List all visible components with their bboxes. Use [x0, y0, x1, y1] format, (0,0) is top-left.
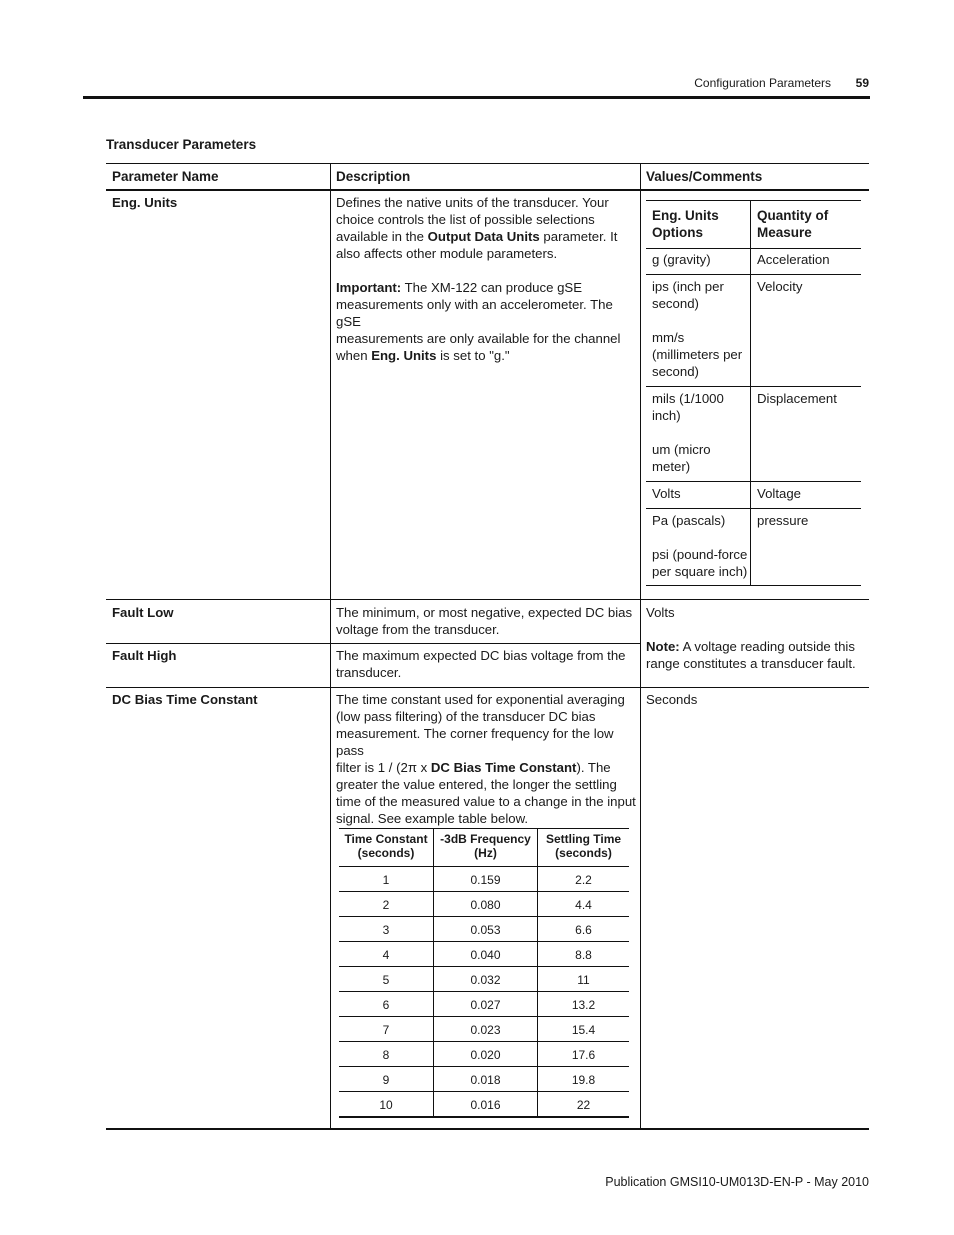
param-name-fault-high: Fault High [112, 648, 177, 663]
row-rule [339, 991, 629, 992]
tc-cell-frequency: 0.027 [470, 998, 501, 1012]
tc-cell-settling: 8.8 [575, 948, 592, 962]
units-head-options: Eng. Units Options [652, 208, 719, 240]
eng-units-description: Defines the native units of the transducer. Your choice controls the list of possible selections available in the Output Data Units parameter. It also affects other module parameters. Important: The XM-122 can produce gSE measurements only with an accelerometer. The gSE measurements are only available for the channel when Eng. Units is set to "g." [336, 195, 621, 363]
units-option: Volts [652, 486, 681, 501]
units-option: ips (inch per second) mm/s (millimeters per second) [652, 279, 743, 379]
units-quantity: pressure [757, 513, 809, 528]
row-rule [106, 643, 640, 644]
column-header-description: Description [336, 169, 411, 184]
row-rule [339, 1041, 629, 1042]
tc-cell-time-constant: 2 [382, 898, 390, 912]
table-bottom-rule [106, 1128, 869, 1130]
dc-bias-description: The time constant used for exponential averaging (low pass filtering) of the transducer DC bias measurement. The corner frequency for the low pass filter is 1 / (2π x DC Bias Time Constant). The greater the value entered, the longer the settling time of the measured value to a change in the input signal. See example table below. [336, 692, 636, 826]
tc-cell-time-constant: 10 [379, 1098, 393, 1112]
header-rule [83, 96, 870, 99]
tc-cell-settling: 11 [577, 973, 590, 987]
units-head-quantity: Quantity of Measure [757, 208, 829, 240]
table-header-rule [106, 189, 869, 191]
column-divider [640, 163, 641, 1130]
units-quantity: Acceleration [757, 252, 830, 267]
tc-cell-settling: 17.6 [571, 1048, 596, 1062]
running-header-section: Configuration Parameters [694, 76, 831, 90]
tc-cell-settling: 4.4 [575, 898, 592, 912]
row-rule [339, 1116, 629, 1118]
row-rule [339, 916, 629, 917]
tc-cell-settling: 19.8 [571, 1073, 596, 1087]
tc-head-settling: Settling Time (seconds) [545, 832, 622, 860]
column-header-values: Values/Comments [646, 169, 763, 184]
tc-cell-frequency: 0.040 [470, 948, 501, 962]
tc-cell-time-constant: 3 [382, 923, 390, 937]
tc-cell-time-constant: 8 [382, 1048, 390, 1062]
row-rule [339, 1091, 629, 1092]
units-quantity: Voltage [757, 486, 801, 501]
page-number: 59 [855, 76, 869, 90]
units-quantity: Velocity [757, 279, 803, 294]
publication-footer: Publication GMSI10-UM013D-EN-P - May 2010 [605, 1175, 869, 1189]
tc-head-time-constant: Time Constant (seconds) [344, 832, 428, 860]
units-option: mils (1/1000 inch) um (micro meter) [652, 391, 724, 474]
tc-cell-frequency: 0.159 [470, 873, 501, 887]
tc-cell-frequency: 0.023 [470, 1023, 501, 1037]
tc-cell-settling: 22 [576, 1098, 591, 1112]
table-title: Transducer Parameters [106, 137, 257, 152]
row-rule [330, 599, 869, 600]
tc-cell-settling: 15.4 [571, 1023, 596, 1037]
row-rule [339, 941, 629, 942]
param-name-eng-units: Eng. Units [112, 195, 178, 210]
fault-low-description: The minimum, or most negative, expected DC bias voltage from the transducer. [336, 605, 633, 637]
tc-cell-frequency: 0.016 [470, 1098, 501, 1112]
fault-high-description: The maximum expected DC bias voltage from the transducer. [336, 648, 626, 680]
param-name-fault-low: Fault Low [112, 605, 174, 620]
units-option: Pa (pascals) psi (pound-force per square inch) [652, 513, 748, 579]
tc-cell-frequency: 0.053 [470, 923, 501, 937]
dc-bias-values: Seconds [646, 692, 698, 707]
tc-cell-time-constant: 9 [382, 1073, 390, 1087]
tc-cell-time-constant: 7 [382, 1023, 390, 1037]
tc-cell-time-constant: 6 [382, 998, 390, 1012]
fault-values-comments: Volts Note: A voltage reading outside this range constitutes a transducer fault. [646, 605, 856, 671]
tc-head-frequency: -3dB Frequency (Hz) [440, 832, 531, 860]
row-rule [339, 891, 629, 892]
row-rule [339, 1016, 629, 1017]
tc-cell-frequency: 0.080 [470, 898, 501, 912]
tc-cell-settling: 6.6 [575, 923, 592, 937]
tc-cell-frequency: 0.018 [470, 1073, 501, 1087]
param-name-dc-bias-time-constant: DC Bias Time Constant [112, 692, 258, 707]
tc-cell-settling: 2.2 [575, 873, 592, 887]
tc-cell-settling: 13.2 [571, 998, 596, 1012]
tc-cell-time-constant: 4 [382, 948, 390, 962]
tc-cell-frequency: 0.020 [470, 1048, 501, 1062]
column-header-name: Parameter Name [112, 169, 219, 184]
tc-cell-frequency: 0.032 [470, 973, 501, 987]
row-rule [106, 599, 330, 600]
column-divider [330, 163, 331, 1130]
row-rule [339, 966, 629, 967]
units-option: g (gravity) [652, 252, 711, 267]
row-rule [106, 687, 869, 688]
tc-cell-time-constant: 5 [382, 973, 390, 987]
table-top-rule [106, 163, 869, 164]
units-quantity: Displacement [757, 391, 837, 406]
row-rule [339, 1066, 629, 1067]
tc-cell-time-constant: 1 [382, 873, 390, 887]
